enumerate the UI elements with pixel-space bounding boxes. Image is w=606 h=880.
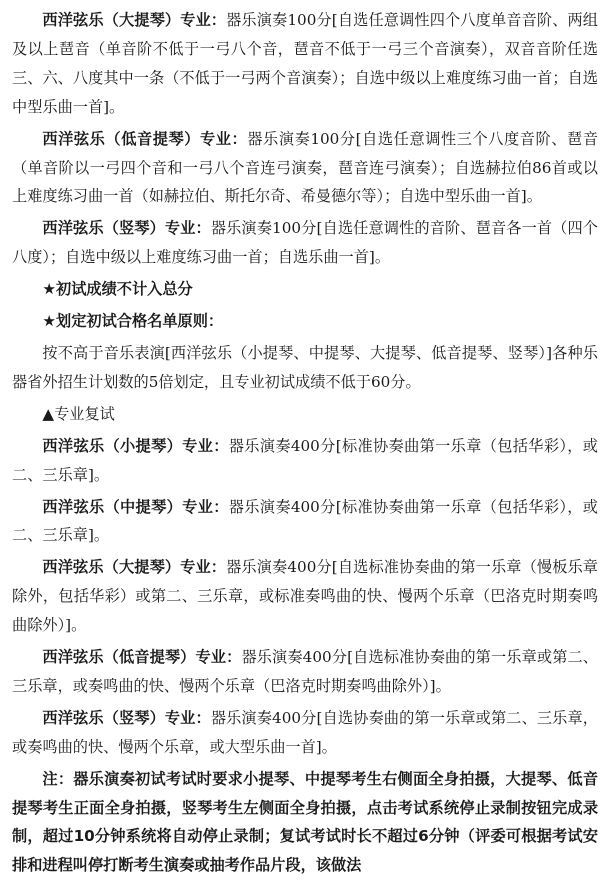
double-bass-initial-title: 西洋弦乐（低音提琴）专业：: [42, 129, 248, 148]
star-note-score-text: ★初试成绩不计入总分: [42, 280, 193, 299]
viola-retest-paragraph: [12, 493, 598, 551]
qualification-rule-paragraph: 按不高于音乐表演[西洋弦乐（小提琴、中提琴、大提琴、低音提琴、竖琴）]各种乐器省外招生计划数的5倍划定，且专业初试成绩不低于60分。: [12, 343, 598, 391]
double-bass-retest-title: 西洋弦乐（低音提琴）专业：: [42, 648, 242, 667]
cello-retest-paragraph: [12, 553, 598, 640]
double-bass-retest-body: 器乐演奏400分[自选标准协奏曲的第一乐章或第二、三乐章，或奏鸣曲的快、慢两个乐章（巴洛克时期奏鸣曲除外）]。: [12, 648, 598, 695]
viola-retest-title: 西洋弦乐（中提琴）专业：: [42, 497, 229, 516]
violin-retest-title: 西洋弦乐（小提琴）专业：: [42, 436, 229, 455]
cello-initial-paragraph: [12, 6, 598, 122]
harp-initial-body: 器乐演奏100分[自选任意调性的音阶、琶音各一首（四个八度）；自选中级以上难度练习曲一首；自选乐曲一首]。: [12, 219, 598, 267]
double-bass-initial-paragraph: [12, 125, 598, 212]
harp-initial-title: 西洋弦乐（竖琴）专业：: [42, 219, 211, 238]
harp-retest-paragraph: [12, 704, 598, 762]
cello-initial-title: 西洋弦乐（大提琴）专业：: [42, 11, 227, 29]
star-note-qualification: [12, 307, 598, 336]
double-bass-initial-body: 器乐演奏100分[自选任意调性三个八度音阶、琶音（单音阶以一弓四个音和一弓八个音连弓演奏，琶音连弓演奏）；自选赫拉伯86首或以上难度练习曲一首（如赫拉伯、斯托尔奇、希曼德尔等）；自选中型乐曲一首]。: [12, 129, 599, 206]
harp-retest-title: 西洋弦乐（竖琴）专业：: [42, 708, 211, 727]
cello-initial-body: 器乐演奏100分[自选任意调性四个八度单音音阶、两组及以上琶音（单音阶不低于一弓八个音，琶音不低于一弓三个音演奏），双音音阶任选三、六、八度其中一条（不低于一弓两个音演奏）；自选中级以上难度练习曲一首；自选中型乐曲一首]。: [12, 11, 598, 116]
viola-retest-body: 器乐演奏400分[标准协奏曲第一乐章（包括华彩），或二、三乐章]。: [12, 497, 598, 545]
star-note-score: [12, 275, 598, 304]
harp-initial-paragraph: [12, 214, 598, 272]
violin-retest-body: 器乐演奏400分[标准协奏曲第一乐章（包括华彩），或二、三乐章]。: [12, 436, 598, 484]
harp-retest-body: 器乐演奏400分[自选协奏曲的第一乐章或第二、三乐章，或奏鸣曲的快、慢两个乐章，或大型乐曲一首]。: [12, 708, 598, 756]
cello-retest-body: 器乐演奏400分[自选标准协奏曲的第一乐章（慢板乐章除外，包括华彩）或第二、三乐章，或标准奏鸣曲的快、慢两个乐章（巴洛克时期奏鸣曲除外）]。: [12, 558, 598, 635]
violin-retest-paragraph: [12, 432, 598, 490]
double-bass-retest-paragraph: [12, 643, 598, 701]
star-note-qualification-text: ★划定初试合格名单原则：: [42, 312, 224, 331]
recording-note-paragraph: 注：器乐演奏初试考试时要求小提琴、中提琴考生右侧面全身拍摄，大提琴、低音提琴考生正面全身拍摄，竖琴考生左侧面全身拍摄，点击考试系统停止录制按钮完成录制，超过10分钟系统将自动停止录制；复试考试时长不超过6分钟（评委可根据考试安排和进程叫停打断考生演奏或抽考作品片段，该做法: [12, 769, 598, 875]
cello-retest-title: 西洋弦乐（大提琴）专业：: [42, 558, 227, 577]
retest-heading: ▲专业复试: [42, 404, 115, 423]
